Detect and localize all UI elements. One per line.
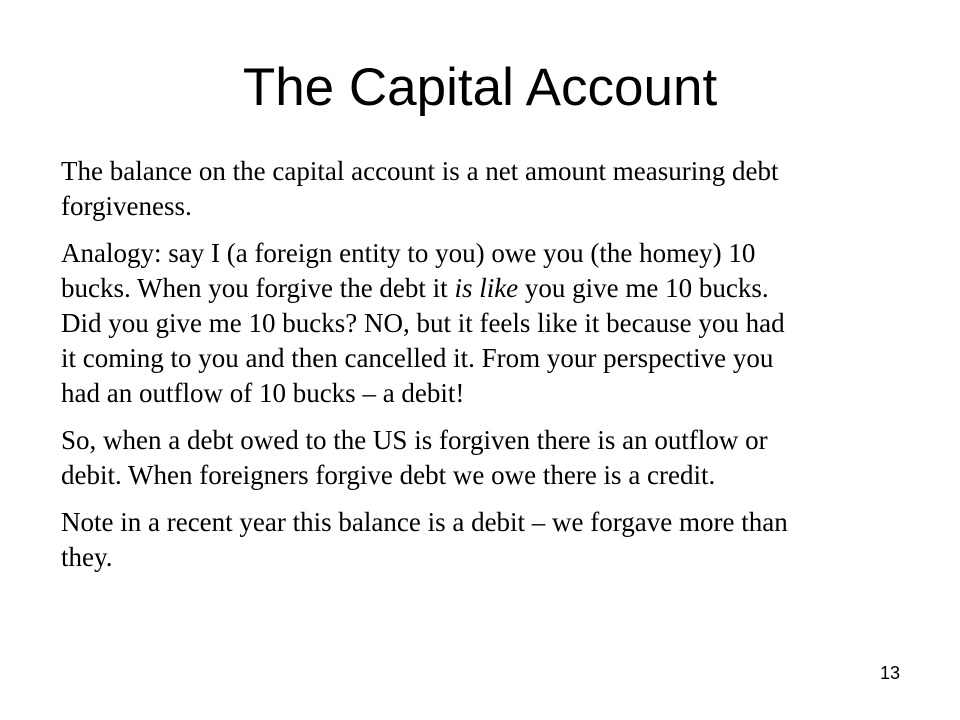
text-line: Analogy: say I (a foreign entity to you) owe you (the homey) 10 xyxy=(61,238,756,268)
text-line: Did you give me 10 bucks? NO, but it feels like it because you had xyxy=(61,308,785,338)
slide-body xyxy=(61,154,923,587)
emphasis-is-like: is like xyxy=(454,273,519,303)
text-line xyxy=(61,271,923,306)
text-line: forgiveness. xyxy=(61,191,192,221)
text-line: Note in a recent year this balance is a debit – we forgave more than xyxy=(61,507,788,537)
paragraph-recent-year-note xyxy=(61,505,923,575)
text-line: they. xyxy=(61,542,113,572)
text-line: had an outflow of 10 bucks – a debit! xyxy=(61,378,465,408)
text-line: So, when a debt owed to the US is forgiven there is an outflow or xyxy=(61,425,768,455)
text-segment: you give me 10 bucks. xyxy=(518,273,769,303)
text-line: The balance on the capital account is a net amount measuring debt xyxy=(61,156,779,186)
text-line: it coming to you and then cancelled it. From your perspective you xyxy=(61,343,774,373)
page-number: 13 xyxy=(879,663,900,683)
paragraph-us-forgiveness xyxy=(61,423,923,493)
text-line: debit. When foreigners forgive debt we owe there is a credit. xyxy=(61,460,716,490)
text-segment: bucks. When you forgive the debt it xyxy=(61,273,455,303)
paragraph-debt-forgiveness xyxy=(61,154,923,224)
paragraph-analogy xyxy=(61,236,923,411)
slide-title: The Capital Account xyxy=(242,58,718,117)
